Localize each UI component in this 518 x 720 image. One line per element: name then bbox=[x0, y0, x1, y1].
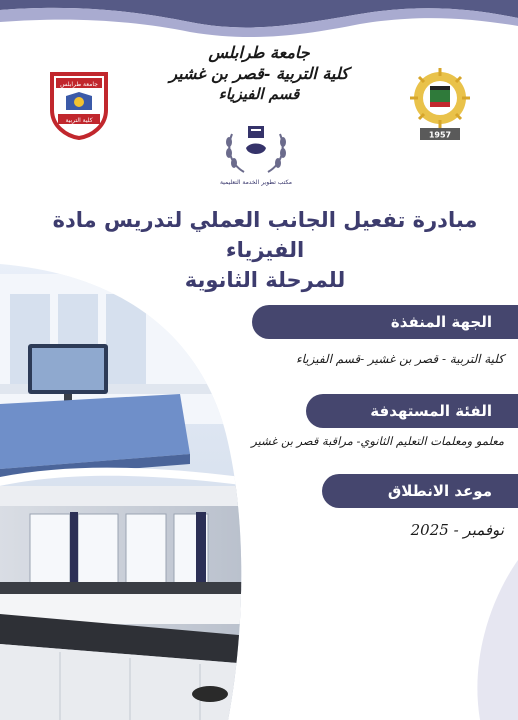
laurel-crest-logo bbox=[214, 120, 298, 192]
department-name: قسم الفيزياء bbox=[218, 85, 300, 103]
university-seal-logo bbox=[406, 68, 474, 144]
faculty-name: كلية التربية -قصر بن غشير bbox=[169, 64, 349, 83]
launch-date-value: نوفمبر - 2025 bbox=[410, 521, 504, 539]
executing-body-label: الجهة المنفذة bbox=[252, 305, 518, 339]
launch-date-label: موعد الانطلاق bbox=[322, 474, 518, 508]
header-block bbox=[140, 42, 378, 105]
university-name: جامعة طرابلس bbox=[208, 43, 310, 62]
target-group-label: الفئة المستهدفة bbox=[306, 394, 518, 428]
executing-body-value: كلية التربية - قصر بن غشير -قسم الفيزياء bbox=[295, 352, 504, 366]
crest-caption: مكتب تطوير الخدمة التعليمية bbox=[219, 179, 293, 186]
laboratory-photo bbox=[0, 264, 250, 720]
left-logo-caption-bottom: كلية التربية bbox=[65, 117, 93, 124]
target-group-value: معلمو ومعلمات التعليم الثانوي- مراقبة قصر بن غشير bbox=[251, 434, 504, 448]
faculty-shield-logo bbox=[48, 70, 110, 140]
title-line-1: مبادرة تفعيل الجانب العملي لتدريس مادة الفيزياء bbox=[52, 208, 478, 262]
left-logo-caption-top: جامعة طرابلس bbox=[60, 81, 98, 88]
title-line-2: للمرحلة الثانوية bbox=[184, 268, 346, 292]
seal-year: 1957 bbox=[428, 130, 452, 140]
